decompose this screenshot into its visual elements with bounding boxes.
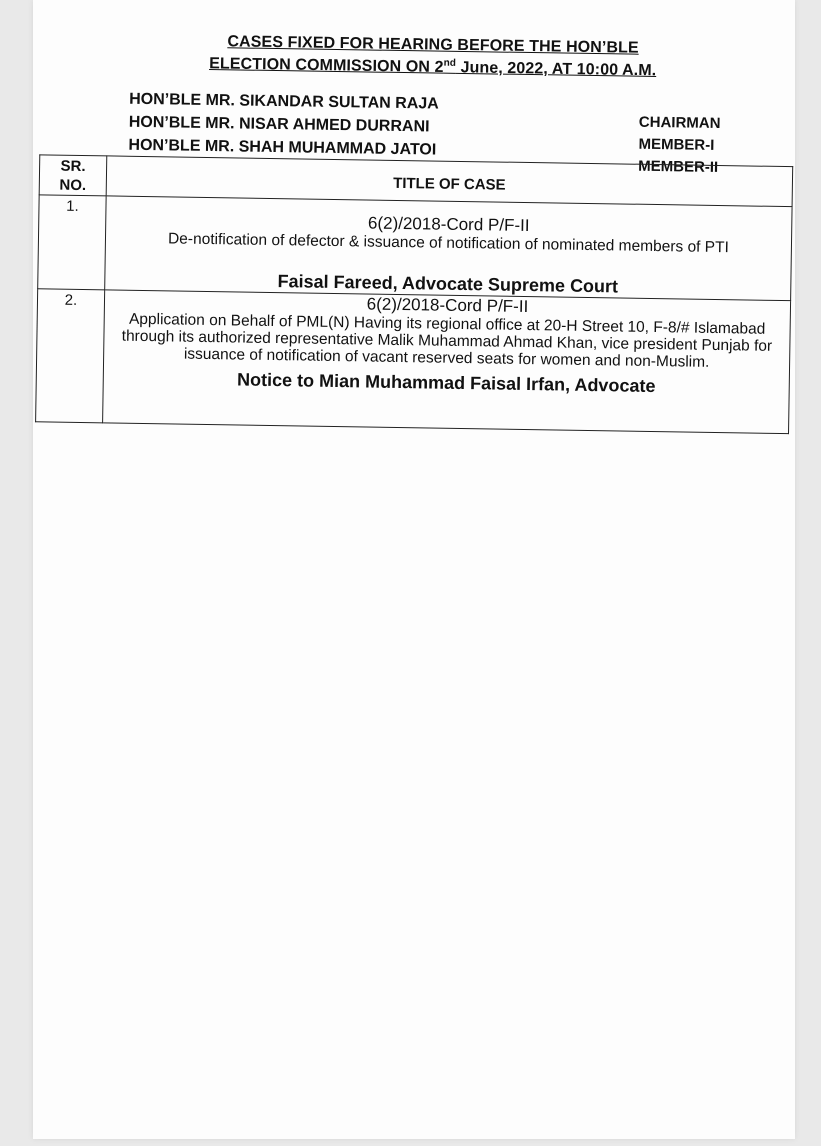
- sr-header-line-2: NO.: [59, 176, 87, 195]
- bench-member-name: HON’BLE MR. SIKANDAR SULTAN RAJA: [129, 90, 439, 113]
- case-serial: 2.: [36, 289, 105, 423]
- sr-header-line-1: SR.: [60, 157, 86, 176]
- case-cell: [105, 196, 792, 301]
- document-title-line-1: CASES FIXED FOR HEARING BEFORE THE HON’BLE: [227, 33, 639, 57]
- title-date-ordinal: nd: [443, 57, 457, 69]
- case-description: De-notification of defector & issuance of notification of nominated members of PTI: [167, 230, 729, 257]
- bench-member-name: HON’BLE MR. SHAH MUHAMMAD JATOI: [128, 136, 437, 159]
- bench-member-role: MEMBER-II: [638, 157, 719, 176]
- title-of-case-header: TITLE OF CASE: [106, 156, 793, 207]
- case-counsel: Notice to Mian Muhammad Faisal Irfan, Advocate: [236, 369, 656, 397]
- table-row: [38, 195, 792, 301]
- bench-member-role: CHAIRMAN: [638, 113, 721, 133]
- bench-member-role: MEMBER-I: [638, 135, 715, 154]
- case-number: 6(2)/2018-Cord P/F-II: [367, 213, 530, 236]
- table-row: [36, 289, 791, 434]
- bench-member-name: HON’BLE MR. NISAR AHMED DURRANI: [128, 113, 430, 136]
- case-number: 6(2)/2018-Cord P/F-II: [366, 294, 529, 317]
- case-serial: 1.: [38, 195, 106, 290]
- case-counsel: Faisal Fareed, Advocate Supreme Court: [277, 271, 619, 297]
- case-description: Application on Behalf of PML(N) Having its regional office at 20-H Street 10, F-8/# Islamabad through its authorized representative Malik Muhammad Ahmad Khan, vice president Punjab for issuance of notification of vacant reserved seats for women and non-Muslim.: [121, 310, 773, 371]
- title-date-suffix: June, 2022, AT 10:00 A.M.: [455, 59, 657, 80]
- cases-table: [35, 154, 793, 434]
- case-cell: [103, 290, 791, 434]
- sr-no-header: [39, 155, 107, 196]
- title-date-prefix: ELECTION COMMISSION ON 2: [209, 55, 444, 76]
